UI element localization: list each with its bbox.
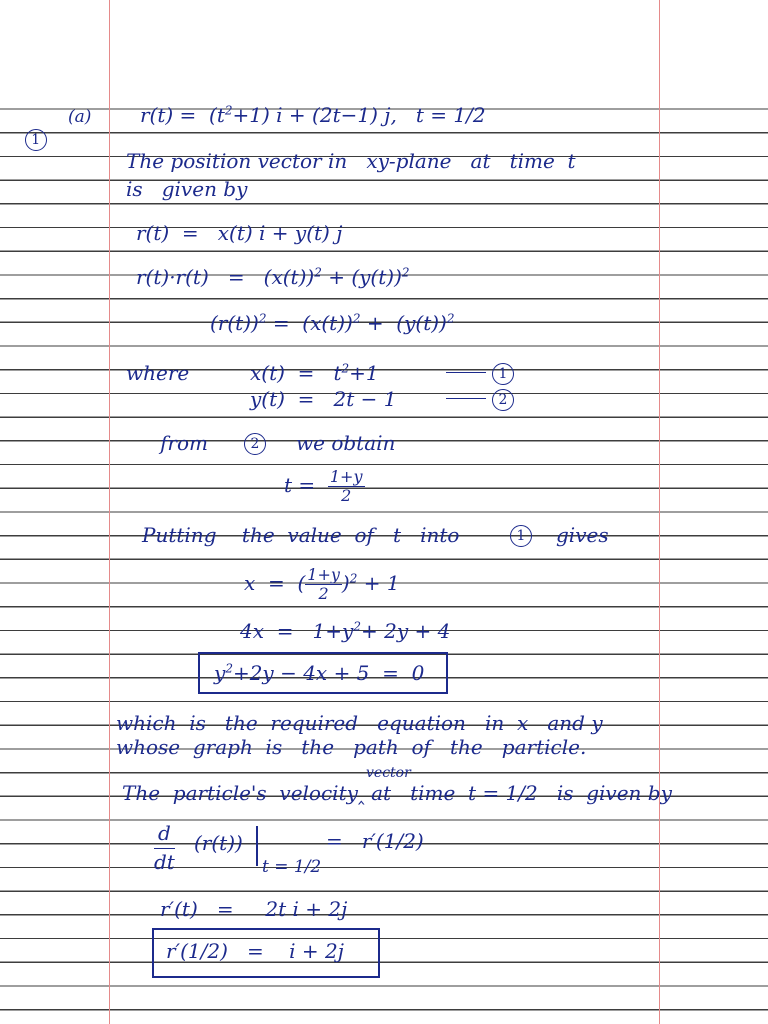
obtain-label: we obtain xyxy=(296,431,396,455)
velocity-text: The particle's velocity‸ at time t = 1/2 is given by xyxy=(122,781,672,805)
ref-2: 2 xyxy=(440,386,514,411)
right-margin-line xyxy=(659,0,660,1024)
part-label: (a) xyxy=(68,107,92,127)
derivative-rhs: = r′(1/2) xyxy=(326,829,424,853)
x-substituted: x = ( $\frac{1+y}{2}$ )$^2$ + 1 xyxy=(244,565,400,603)
putting-text: Putting the value of t into xyxy=(142,523,460,547)
vector-insertion: vector xyxy=(366,765,411,781)
from-ref: 2 xyxy=(244,430,266,455)
left-margin-line xyxy=(109,0,110,1024)
t-expression: t = $\frac{1+y}{2}$ xyxy=(284,467,363,505)
x-definition: $x(t) = t^2+1$ xyxy=(250,361,379,385)
magnitude-squared-eq: $(r(t))^2 = (x(t))^2 + (y(t))^2$ xyxy=(210,311,455,335)
conclusion-line-2: whose graph is the path of the particle. xyxy=(116,735,587,759)
four-x-eq: $4x = 1+y^2+ 2y + 4$ xyxy=(240,619,451,643)
conclusion-line-1: which is the required equation in x and y xyxy=(116,711,603,735)
intro-line-1: The position vector in xy-plane at time t xyxy=(126,149,576,173)
dot-product-eq: r(t)·r(t) = $(x(t))^2 + (y(t))^2$ xyxy=(136,265,410,289)
velocity-answer: r′(1/2) = i + 2j xyxy=(166,939,344,963)
derivative-d: d xyxy=(158,821,171,845)
from-label: from xyxy=(160,431,208,455)
putting-ref: 1 xyxy=(510,522,532,547)
derivative-dt: dt xyxy=(154,850,175,874)
position-vector-eq: r(t) = x(t) i + y(t) j xyxy=(136,221,343,245)
evaluation-bar xyxy=(256,826,258,866)
velocity-general: r′(t) = 2t i + 2j xyxy=(160,897,348,921)
cartesian-equation: $y^2+2y - 4x + 5 = 0$ xyxy=(214,661,425,685)
derivative-body: (r(t)) xyxy=(194,831,243,855)
question-number-circle: 1 xyxy=(25,129,47,151)
where-label: where xyxy=(126,361,190,385)
gives-text: gives xyxy=(556,523,609,547)
intro-line-2: is given by xyxy=(126,177,248,201)
ref-1: 1 xyxy=(440,360,514,385)
question-number xyxy=(12,104,47,151)
derivative-eval-point: t = 1/2 xyxy=(262,857,322,877)
y-definition: y(t) = 2t − 1 xyxy=(250,387,397,411)
given-equation: $r(t) = (t^2+1) i + (2t-1)$ j, t = 1/2 xyxy=(140,103,486,127)
